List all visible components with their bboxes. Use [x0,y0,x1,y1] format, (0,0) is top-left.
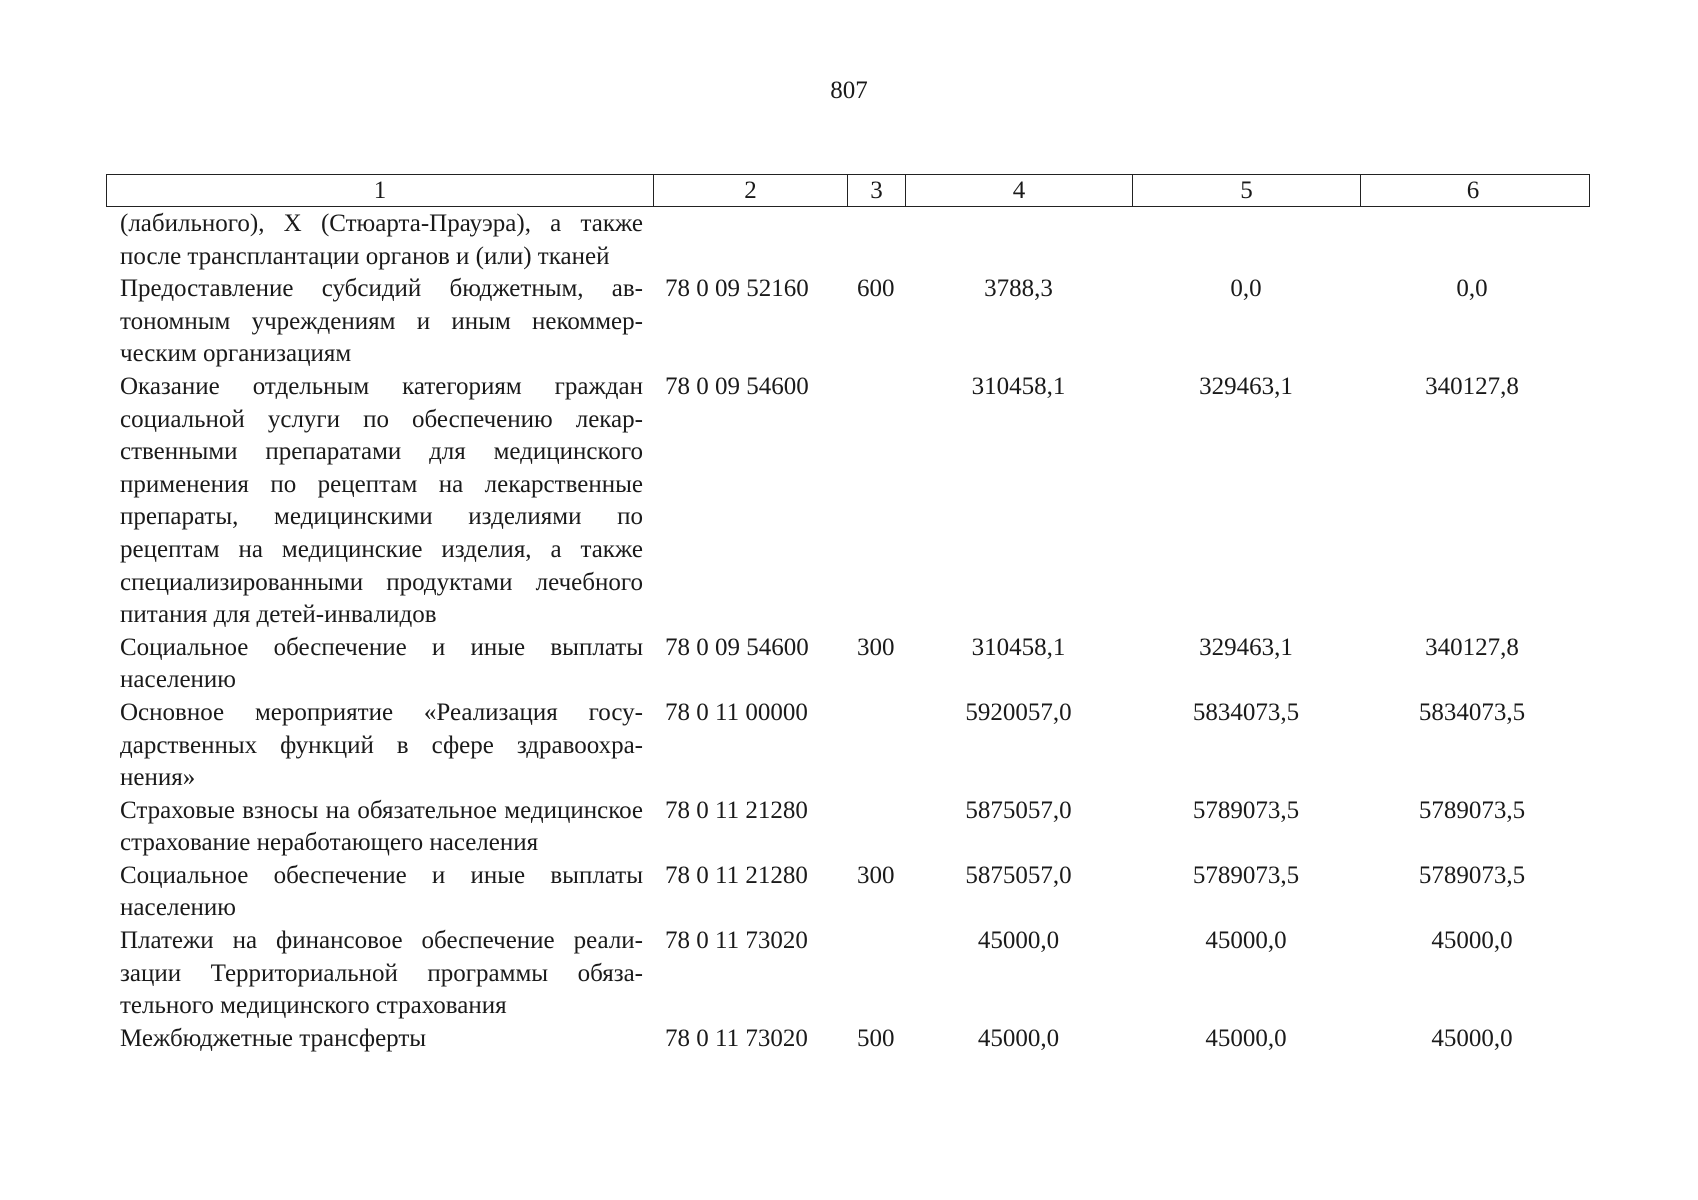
header-cell-2: 2 [654,175,848,206]
table-row [106,632,1590,697]
row-description: Межбюджетные трансферты [120,1024,427,1052]
row-code [653,208,847,273]
row-code: 78 0 09 52160 [665,275,809,303]
row-value-4: 310458,1 [971,372,1066,400]
row-code: 78 0 11 00000 [665,698,808,726]
row-value-5: 5789073,5 [1192,861,1300,889]
row-value-6: 5789073,5 [1418,796,1526,824]
table-row [106,697,1590,795]
row-expense-type [847,697,905,795]
row-value-6: 45000,0 [1431,927,1513,955]
table-body [106,208,1590,1055]
header-cell-4: 4 [906,175,1133,206]
row-code: 78 0 09 54600 [665,633,809,661]
header-cell-1: 1 [107,175,654,206]
row-value-4: 45000,0 [977,1024,1060,1052]
budget-table [106,174,1590,1055]
row-value-4: 310458,1 [971,633,1066,661]
row-code: 78 0 11 73020 [665,1024,808,1052]
row-description: Оказание отдельным категориям граждан социальной услуги по обеспечению лекарственными препаратами для медицинского применения по рецептам на лекарственные препараты, медицинскими изделиями по рецептам на медицинские изделия, а также специализированными продуктами лечебного питания для детей-инвалидов [120,372,643,629]
header-cell-6: 6 [1466,177,1480,204]
row-value-4: 3788,3 [984,275,1053,303]
row-description: (лабильного), X (Стюарта-Прауэра), а также после трансплантации органов и (или) тканей [120,210,643,270]
row-expense-type [847,925,905,1023]
row-description: Платежи на финансовое обеспечение реализации Территориальной программы обязательного медицинского страхования [120,927,643,1020]
row-value-6: 5834073,5 [1418,698,1526,726]
row-expense-type: 300 [857,861,895,889]
row-expense-type: 500 [857,1024,895,1052]
table-row [106,860,1590,925]
row-code: 78 0 11 21280 [665,861,808,889]
header-cell-3: 3 [848,175,906,206]
row-value-5 [1132,208,1360,273]
table-row [106,925,1590,1023]
row-value-5: 45000,0 [1205,927,1287,955]
row-value-6: 0,0 [1456,275,1488,303]
row-value-4: 5920057,0 [965,698,1072,726]
row-code: 78 0 11 21280 [665,796,808,824]
page-number: 807 [830,77,868,104]
row-value-5: 5789073,5 [1192,796,1300,824]
row-description: Социальное обеспечение и иные выплаты населению [120,861,643,922]
row-value-4: 5875057,0 [965,861,1072,889]
table-row [106,1023,1590,1056]
row-code: 78 0 11 73020 [665,927,808,955]
table-row [106,273,1590,371]
row-code: 78 0 09 54600 [665,372,809,400]
row-description: Предоставление субсидий бюджетным, автономным учреждениям и иным некоммерческим организациям [120,275,643,368]
row-value-5: 329463,1 [1199,372,1293,400]
row-expense-type [847,795,905,860]
table-header-row [106,174,1590,207]
row-value-6: 340127,8 [1425,633,1519,661]
row-expense-type: 300 [857,633,895,661]
row-value-4 [905,208,1132,273]
row-value-5: 0,0 [1230,275,1262,303]
row-value-4: 5875057,0 [965,796,1072,824]
row-description: Страховые взносы на обязательное медицинское страхование неработающего населения [120,796,643,857]
row-description: Социальное обеспечение и иные выплаты населению [120,633,643,694]
row-value-6: 45000,0 [1431,1024,1513,1052]
row-expense-type [847,371,905,632]
header-cell-5: 5 [1133,175,1361,206]
row-value-6 [1360,208,1584,273]
table-row [106,371,1590,632]
table-row [106,795,1590,860]
row-value-6: 5789073,5 [1418,861,1526,889]
row-value-5: 5834073,5 [1192,698,1300,726]
table-row [106,208,1590,273]
row-description: Основное мероприятие «Реализация государственных функций в сфере здравоохранения» [120,698,643,792]
row-value-4: 45000,0 [977,927,1060,955]
row-expense-type: 600 [857,275,895,303]
row-value-5: 45000,0 [1205,1024,1287,1052]
row-value-5: 329463,1 [1199,633,1293,661]
row-value-6: 340127,8 [1425,372,1519,400]
row-expense-type [847,208,905,273]
